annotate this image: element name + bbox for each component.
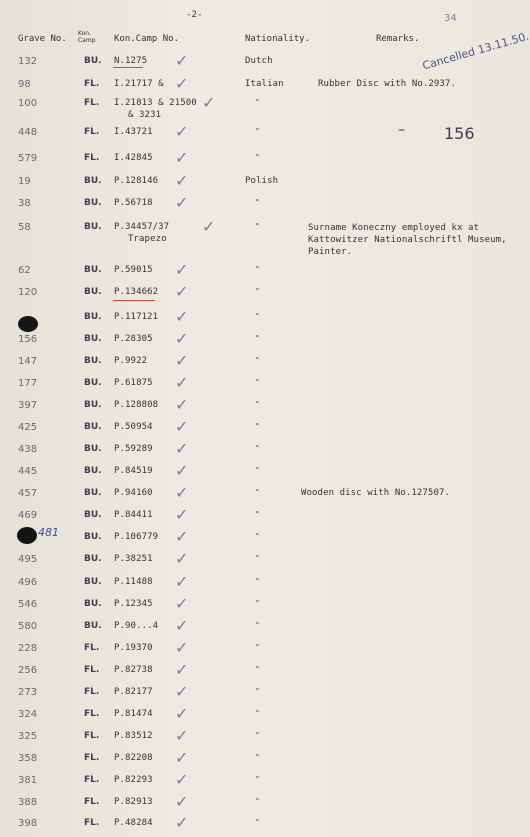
check-mark-icon: ✓: [175, 122, 189, 141]
check-mark-icon: ✓: [175, 461, 189, 480]
nationality: Dutch: [245, 56, 273, 66]
grave-number: 448: [18, 127, 38, 138]
red-underline: [113, 67, 143, 68]
grave-number: 98: [18, 79, 31, 90]
prisoner-number: P.128146: [114, 176, 159, 186]
prisoner-number: P.81474: [114, 709, 153, 719]
check-mark-icon: ✓: [175, 193, 189, 212]
check-mark-icon: ✓: [175, 813, 189, 832]
camp-code: FL.: [84, 709, 100, 719]
check-mark-icon: ✓: [175, 351, 189, 370]
camp-code: BU.: [84, 198, 102, 208]
prisoner-number: P.82177: [114, 687, 153, 697]
nationality: ": [255, 709, 260, 718]
camp-code: BU.: [84, 510, 102, 520]
prisoner-number: P.82208: [114, 753, 153, 763]
camp-code: FL.: [84, 818, 100, 828]
camp-code: BU.: [84, 554, 102, 564]
header-kon-camp-no: Kon.Camp No.: [114, 34, 180, 44]
nationality: ": [255, 687, 260, 696]
camp-code: BU.: [84, 176, 102, 186]
grave-number: 425: [18, 422, 38, 433]
grave-number: [18, 532, 37, 543]
check-mark-icon: ✓: [175, 395, 189, 414]
nationality: ": [255, 599, 260, 608]
prisoner-number: P.134662: [114, 287, 159, 297]
prisoner-number: P.117121: [114, 312, 159, 322]
check-mark-icon: ✓: [175, 616, 189, 635]
check-mark-icon: ✓: [175, 307, 189, 326]
grave-number: 381: [18, 775, 38, 786]
header-nationality: Nationality.: [245, 34, 311, 44]
camp-code: BU.: [84, 444, 102, 454]
camp-code: BU.: [84, 287, 102, 297]
check-mark-icon: ✓: [175, 549, 189, 568]
nationality: ": [255, 510, 260, 519]
nationality: ": [255, 422, 260, 431]
grave-number: 438: [18, 444, 38, 455]
grave-number: 273: [18, 687, 38, 698]
camp-code: BU.: [84, 222, 102, 232]
page-number: -2-: [186, 10, 203, 20]
prisoner-number: P.9922: [114, 356, 148, 366]
header-camp-abbrev: Kon. Camp: [78, 30, 96, 44]
grave-number: 324: [18, 709, 38, 720]
camp-code: FL.: [84, 797, 100, 807]
grave-number: 228: [18, 643, 38, 654]
prisoner-number: P.38251: [114, 554, 153, 564]
check-mark-icon: ✓: [175, 770, 189, 789]
nationality: ": [255, 287, 260, 296]
check-mark-icon: ✓: [175, 417, 189, 436]
camp-code: BU.: [84, 265, 102, 275]
nationality: ": [255, 312, 260, 321]
prisoner-number: P.34457/37: [114, 222, 170, 232]
prisoner-number: P.84519: [114, 466, 153, 476]
check-mark-icon: ✓: [175, 682, 189, 701]
camp-code: FL.: [84, 731, 100, 741]
nationality: ": [255, 753, 260, 762]
grave-number: 256: [18, 665, 38, 676]
grave-number: 469: [18, 510, 38, 521]
nationality: ": [255, 265, 260, 274]
nationality: ": [255, 797, 260, 806]
camp-code: BU.: [84, 422, 102, 432]
check-mark-icon: ✓: [175, 148, 189, 167]
grave-number: 132: [18, 56, 38, 67]
camp-code: FL.: [84, 98, 100, 108]
grave-number: 358: [18, 753, 38, 764]
check-mark-icon: ✓: [175, 660, 189, 679]
prisoner-number: P.106779: [114, 532, 159, 542]
nationality: Italian: [245, 79, 284, 89]
camp-code: BU.: [84, 378, 102, 388]
check-mark-icon: ✓: [175, 329, 189, 348]
grave-number: 120: [18, 287, 38, 298]
prisoner-number: P.50954: [114, 422, 153, 432]
camp-code: BU.: [84, 599, 102, 609]
grave-number: 19: [18, 176, 31, 187]
camp-code: BU.: [84, 621, 102, 631]
nationality: ": [255, 222, 260, 231]
camp-code: FL.: [84, 79, 100, 89]
grave-number: 325: [18, 731, 38, 742]
nationality: ": [255, 621, 260, 630]
prisoner-number: P.12345: [114, 599, 153, 609]
prisoner-number: I.42845: [114, 153, 153, 163]
remark: Surname Koneczny employed kx at Kattowitzer Nationalschriftl Museum, Painter.: [308, 223, 507, 257]
check-mark-icon: ✓: [175, 260, 189, 279]
camp-code: BU.: [84, 312, 102, 322]
check-mark-icon: ✓: [175, 439, 189, 458]
check-mark-icon: ✓: [175, 171, 189, 190]
grave-number: 398: [18, 818, 38, 829]
check-mark-icon: ✓: [175, 483, 189, 502]
nationality: ": [255, 127, 260, 136]
nationality: ": [255, 818, 260, 827]
nationality: ": [255, 532, 260, 541]
prisoner-number: I.21813 & 21500: [114, 98, 197, 108]
nationality: ": [255, 665, 260, 674]
check-mark-icon: ✓: [175, 74, 189, 93]
prisoner-number: P.82293: [114, 775, 153, 785]
nationality: ": [255, 488, 260, 497]
check-mark-icon: ✓: [175, 748, 189, 767]
prisoner-number: P.128808: [114, 400, 159, 410]
check-mark-icon: ✓: [175, 373, 189, 392]
prisoner-number: P.59289: [114, 444, 153, 454]
grave-number: 100: [18, 98, 38, 109]
check-mark-icon: ✓: [175, 527, 189, 546]
grave-number: 397: [18, 400, 38, 411]
grave-number: 38: [18, 198, 31, 209]
camp-code: BU.: [84, 334, 102, 344]
check-mark-icon: ✓: [202, 217, 216, 236]
grave-number: 496: [18, 577, 38, 588]
grave-number: 388: [18, 797, 38, 808]
check-mark-icon: ✓: [175, 704, 189, 723]
grave-number: 445: [18, 466, 38, 477]
prisoner-number: P.61875: [114, 378, 153, 388]
camp-code: FL.: [84, 753, 100, 763]
nationality: ": [255, 643, 260, 652]
check-mark-icon: ✓: [175, 282, 189, 301]
prisoner-number-extra: Trapezo: [128, 234, 167, 244]
nationality: ": [255, 378, 260, 387]
nationality: ": [255, 198, 260, 207]
prisoner-number: P.56718: [114, 198, 153, 208]
red-underline: [113, 300, 155, 301]
grave-number: 495: [18, 554, 38, 565]
camp-code: FL.: [84, 127, 100, 137]
grave-number: 546: [18, 599, 38, 610]
prisoner-number: P.59015: [114, 265, 153, 275]
check-mark-icon: ✓: [175, 792, 189, 811]
nationality: ": [255, 554, 260, 563]
prisoner-number: P.94160: [114, 488, 153, 498]
prisoner-number: P.84411: [114, 510, 153, 520]
cancelled-note: Cancelled 13.11.50.: [421, 29, 530, 73]
check-mark-icon: ✓: [175, 51, 189, 70]
prisoner-number: P.90...4: [114, 621, 159, 631]
nationality: ": [255, 153, 260, 162]
grave-number: 177: [18, 378, 38, 389]
grave-number: 579: [18, 153, 38, 164]
prisoner-number-extra: & 3231: [128, 110, 162, 120]
remark: Rubber Disc with No.2937.: [318, 79, 456, 89]
nationality: ": [255, 775, 260, 784]
nationality: ": [255, 731, 260, 740]
check-mark-icon: ✓: [175, 505, 189, 524]
prisoner-number: P.83512: [114, 731, 153, 741]
prisoner-number: I.43721: [114, 127, 153, 137]
nationality: ": [255, 577, 260, 586]
camp-code: BU.: [84, 56, 102, 66]
prisoner-number: P.19370: [114, 643, 153, 653]
grave-number: 58: [18, 222, 31, 233]
prisoner-number: P.28305: [114, 334, 153, 344]
big-number: 156: [444, 124, 475, 143]
nationality: ": [255, 444, 260, 453]
header-grave-no: Grave No.: [18, 34, 67, 44]
check-mark-icon: ✓: [175, 572, 189, 591]
camp-code: BU.: [84, 356, 102, 366]
grave-number: 147: [18, 356, 38, 367]
grave-number: [18, 312, 37, 323]
nationality: ": [255, 400, 260, 409]
remark: Wooden disc with No.127507.: [301, 488, 450, 498]
nationality: ": [255, 466, 260, 475]
grave-number: 580: [18, 621, 38, 632]
corner-number: 34: [444, 13, 457, 24]
camp-code: BU.: [84, 466, 102, 476]
camp-code: BU.: [84, 577, 102, 587]
camp-code: FL.: [84, 643, 100, 653]
prisoner-number: P.82738: [114, 665, 153, 675]
camp-code: FL.: [84, 687, 100, 697]
prisoner-number: N.1275: [114, 56, 148, 66]
grave-number: 156: [18, 334, 38, 345]
check-mark-icon: ✓: [202, 93, 216, 112]
camp-code: BU.: [84, 532, 102, 542]
camp-code: FL.: [84, 153, 100, 163]
camp-code: BU.: [84, 400, 102, 410]
check-mark-icon: ✓: [175, 726, 189, 745]
prisoner-number: P.48284: [114, 818, 153, 828]
nationality: ": [255, 334, 260, 343]
grave-number: 62: [18, 265, 31, 276]
check-mark-icon: ✓: [175, 638, 189, 657]
camp-code: FL.: [84, 665, 100, 675]
check-mark-icon: ✓: [175, 594, 189, 613]
header-remarks: Remarks.: [376, 34, 420, 44]
big-number-dash: –: [398, 122, 405, 138]
nationality: ": [255, 98, 260, 107]
prisoner-number: P.82913: [114, 797, 153, 807]
nationality: Polish: [245, 176, 279, 186]
camp-code: BU.: [84, 488, 102, 498]
nationality: ": [255, 356, 260, 365]
prisoner-number: I.21717 &: [114, 79, 164, 89]
grave-number: 457: [18, 488, 38, 499]
prisoner-number: P.11488: [114, 577, 153, 587]
blue-pencil-mark: 481: [38, 526, 59, 539]
camp-code: FL.: [84, 775, 100, 785]
